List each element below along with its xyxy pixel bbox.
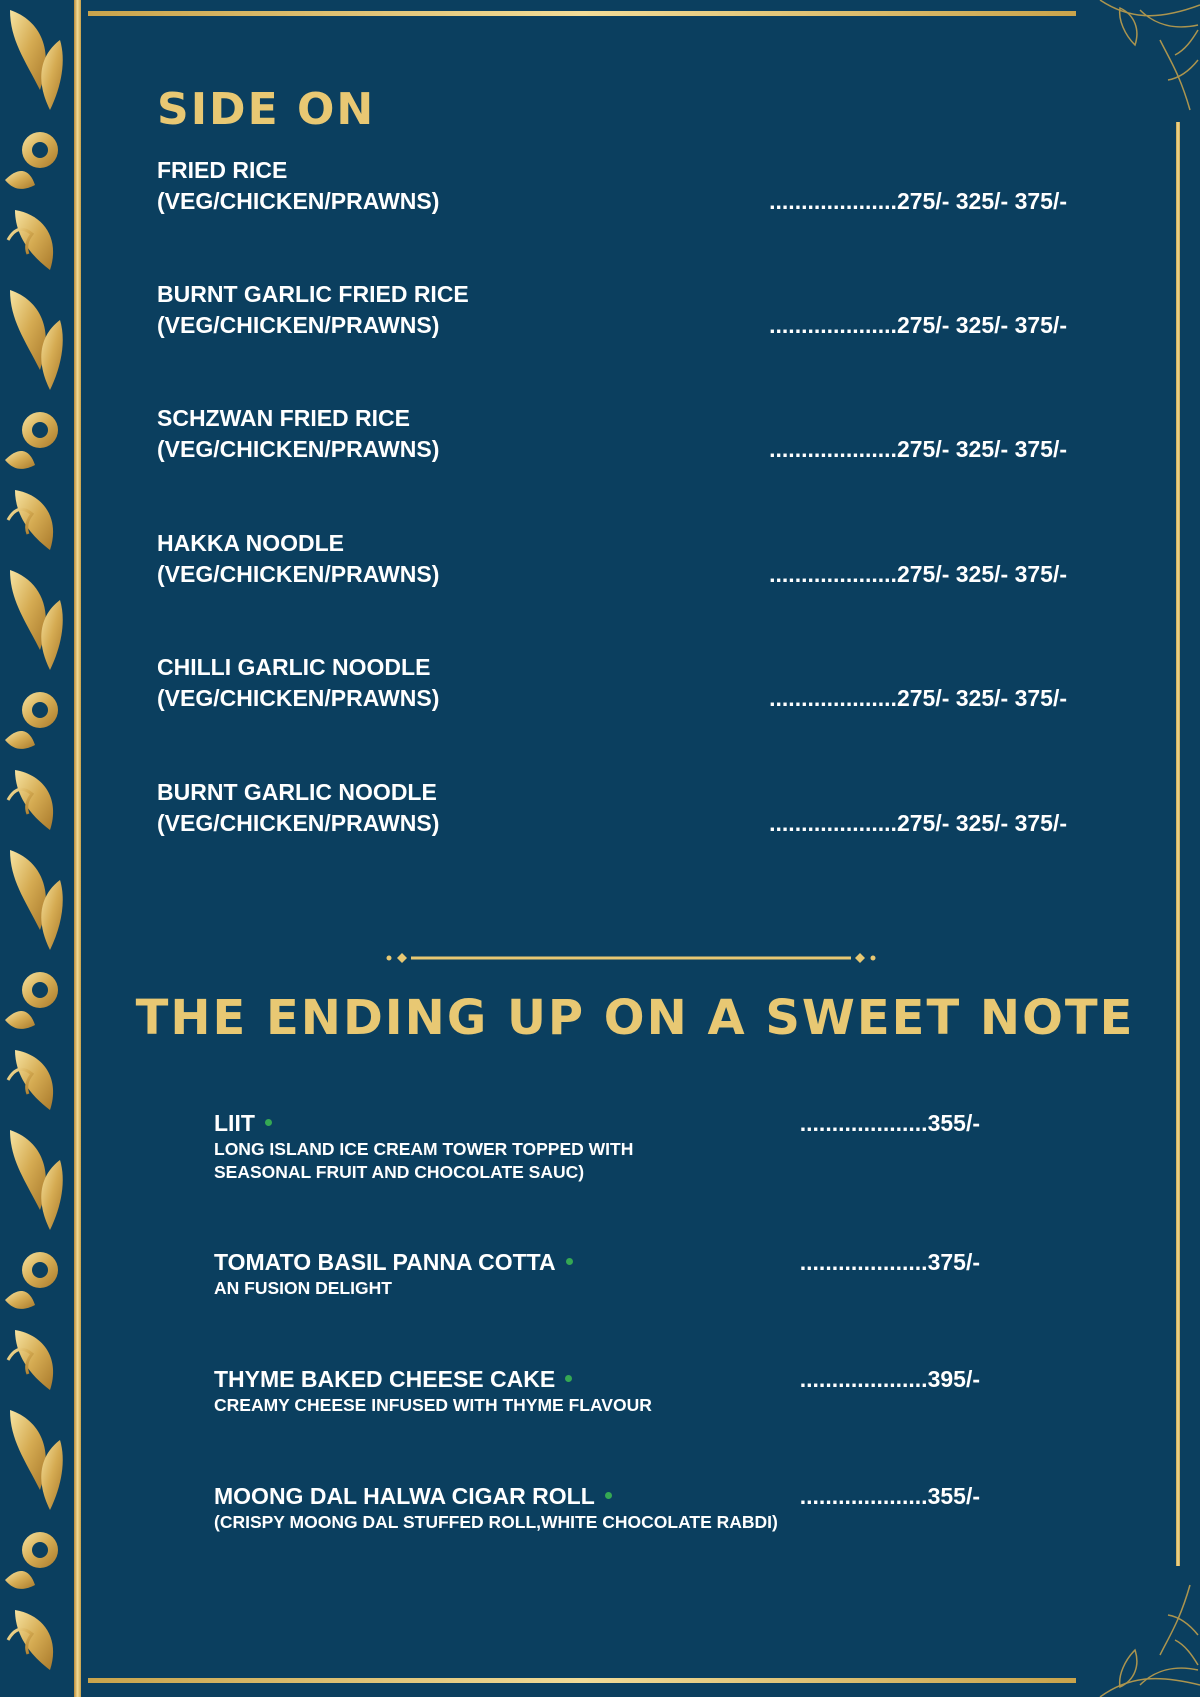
leaf-corner-icon bbox=[1080, 1575, 1200, 1697]
item-description-line: SEASONAL FRUIT AND CHOCOLATE SAUC) bbox=[214, 1162, 585, 1182]
floral-border-left bbox=[0, 0, 70, 1697]
menu-item bbox=[157, 777, 1067, 839]
item-description: (CRISPY MOONG DAL STUFFED ROLL,WHITE CHOCOLATE RABDI) bbox=[214, 1512, 778, 1532]
item-price: ....................275/- 325/- 375/- bbox=[769, 312, 1067, 338]
item-price: ....................275/- 325/- 375/- bbox=[769, 685, 1067, 711]
item-variant: (VEG/CHICKEN/PRAWNS) bbox=[157, 561, 440, 587]
item-name: FRIED RICE bbox=[157, 157, 288, 183]
ornament-divider bbox=[385, 952, 877, 964]
item-price: ....................275/- 325/- 375/- bbox=[769, 561, 1067, 587]
item-name-text: LIIT bbox=[214, 1110, 255, 1136]
section-title-side-on: SIDE ON bbox=[157, 84, 376, 135]
item-price: ....................275/- 325/- 375/- bbox=[769, 810, 1067, 836]
gold-border-left bbox=[74, 0, 81, 1697]
item-description bbox=[214, 1138, 633, 1184]
item-variant: (VEG/CHICKEN/PRAWNS) bbox=[157, 810, 440, 836]
item-name bbox=[214, 1481, 612, 1511]
gold-border-right bbox=[1176, 122, 1180, 1566]
veg-dot-icon bbox=[265, 1119, 272, 1126]
item-price: ....................375/- bbox=[799, 1249, 980, 1275]
item-price: ....................395/- bbox=[799, 1366, 980, 1392]
item-variant: (VEG/CHICKEN/PRAWNS) bbox=[157, 436, 440, 462]
item-variant: (VEG/CHICKEN/PRAWNS) bbox=[157, 685, 440, 711]
item-name: SCHZWAN FRIED RICE bbox=[157, 405, 410, 431]
item-name-text: THYME BAKED CHEESE CAKE bbox=[214, 1366, 556, 1392]
menu-item bbox=[157, 403, 1067, 465]
item-description: CREAMY CHEESE INFUSED WITH THYME FLAVOUR bbox=[214, 1395, 652, 1415]
item-name bbox=[214, 1108, 272, 1138]
leaf-corner-icon bbox=[1080, 0, 1200, 120]
item-name: CHILLI GARLIC NOODLE bbox=[157, 654, 431, 680]
menu-item bbox=[157, 652, 1067, 714]
section-title-sweet-note: THE ENDING UP ON A SWEET NOTE bbox=[135, 990, 1135, 1046]
item-variant: (VEG/CHICKEN/PRAWNS) bbox=[157, 188, 440, 214]
item-name-text: TOMATO BASIL PANNA COTTA bbox=[214, 1249, 556, 1275]
item-price: ....................355/- bbox=[799, 1110, 980, 1136]
menu-item bbox=[157, 528, 1067, 590]
item-name-text: MOONG DAL HALWA CIGAR ROLL bbox=[214, 1483, 595, 1509]
item-name bbox=[214, 1247, 573, 1277]
menu-item bbox=[157, 279, 1067, 341]
item-price: ....................275/- 325/- 375/- bbox=[769, 436, 1067, 462]
item-name: BURNT GARLIC FRIED RICE bbox=[157, 281, 469, 307]
item-description-line: LONG ISLAND ICE CREAM TOWER TOPPED WITH bbox=[214, 1139, 634, 1159]
item-name: HAKKA NOODLE bbox=[157, 530, 344, 556]
floral-pattern-icon bbox=[0, 0, 70, 1697]
item-name bbox=[214, 1364, 572, 1394]
veg-dot-icon bbox=[605, 1492, 612, 1499]
veg-dot-icon bbox=[565, 1375, 572, 1382]
gold-border-bottom bbox=[88, 1678, 1076, 1683]
veg-dot-icon bbox=[566, 1258, 573, 1265]
item-variant: (VEG/CHICKEN/PRAWNS) bbox=[157, 312, 440, 338]
menu-item bbox=[157, 155, 1067, 217]
item-name: BURNT GARLIC NOODLE bbox=[157, 779, 437, 805]
item-price: ....................355/- bbox=[799, 1483, 980, 1509]
item-description: AN FUSION DELIGHT bbox=[214, 1278, 392, 1298]
gold-border-top bbox=[88, 11, 1076, 16]
item-price: ....................275/- 325/- 375/- bbox=[769, 188, 1067, 214]
